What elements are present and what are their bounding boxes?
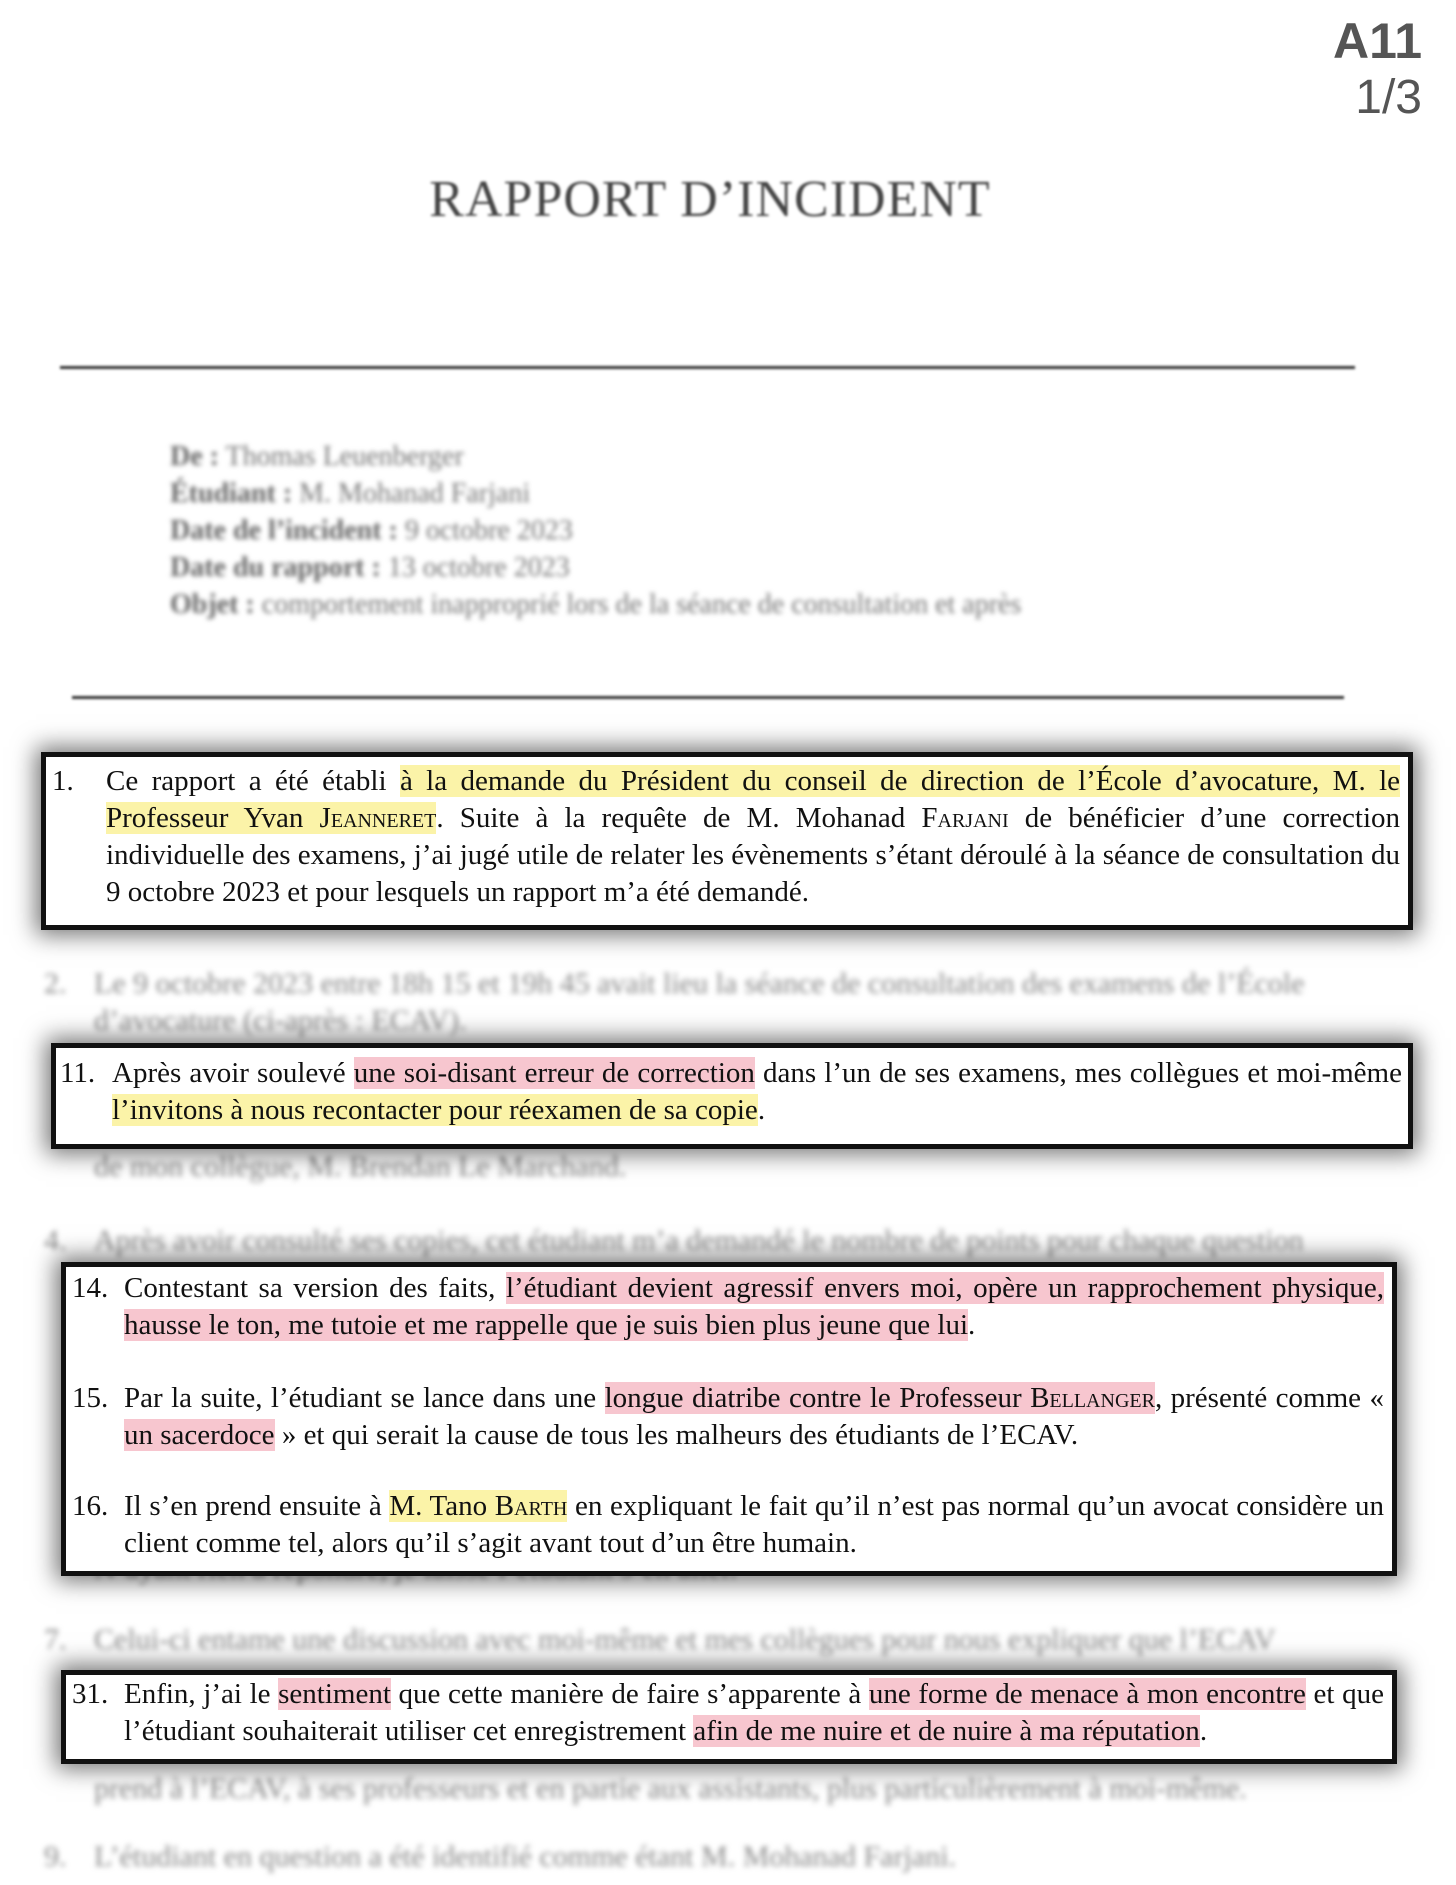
top-divider <box>60 366 1355 369</box>
p1-text-1: Ce rapport a été établi <box>106 765 400 797</box>
incident-date-row <box>170 512 1021 549</box>
bg-p9-line1: L’étudiant en question a été identifié comme étant M. Mohanad Farjani. <box>94 1840 956 1873</box>
p15-text-3: » et qui serait la cause de tous les malheurs des étudiants de l’ECAV. <box>274 1419 1079 1451</box>
document-title: RAPPORT D’INCIDENT <box>429 171 991 228</box>
bg-paragraph-2-line2: d’avocature (ci-après : ECAV). <box>94 1004 467 1037</box>
p31-text-4: . <box>1199 1715 1208 1747</box>
report-date-label: Date du rapport : <box>170 552 381 583</box>
p15-text-2: , présenté comme « <box>1154 1382 1384 1414</box>
exhibit-label: A11 <box>1333 13 1422 69</box>
incident-date-value: 9 octobre 2023 <box>404 515 573 546</box>
highlight-pink: l’étudiant devient agressif envers moi, opère un rapprochement physique, hausse le ton, me tutoie et me rappelle que je suis bien plus jeune que lui <box>124 1272 1384 1341</box>
from-label: De : <box>170 441 219 472</box>
paragraph-number: 11. <box>60 1057 96 1089</box>
p16-highlight-1: M. Tano <box>389 1490 495 1522</box>
p1-name: Farjani <box>921 802 1009 834</box>
bg-paragraph-3-tail: de mon collègue, M. Brendan Le Marchand. <box>94 1150 627 1183</box>
bg-p9-number: 9. <box>44 1840 67 1873</box>
paragraph-number: 31. <box>72 1678 109 1710</box>
subject-value: comportement inapproprié lors de la séance de consultation et après <box>261 589 1022 620</box>
highlight-pink: afin de me nuire et de nuire à ma réputation <box>693 1715 1200 1747</box>
p16-text-1: Il s’en prend ensuite à <box>124 1490 390 1522</box>
subject-label: Objet : <box>170 589 255 620</box>
student-label: Étudiant : <box>170 478 293 509</box>
bg-p4-number: 4. <box>44 1224 67 1257</box>
from-value: Thomas Leuenberger <box>225 441 464 472</box>
header-divider <box>72 696 1344 699</box>
report-date-value: 13 octobre 2023 <box>387 552 570 583</box>
highlight-pink: un sacerdoce <box>124 1419 275 1451</box>
paragraph-number: 1. <box>52 765 74 797</box>
highlight-yellow <box>389 1490 567 1522</box>
p16-text-2: en expliquant le fait qu’il n’est pas normal qu’un avocat considère un client comme tel, alors qu’il s’agit avant tout d’un être humain. <box>124 1490 1384 1559</box>
page-indicator: 1/3 <box>1355 71 1422 124</box>
p14-text-2: . <box>968 1309 976 1341</box>
paragraph-1 <box>52 763 1400 911</box>
bg-paragraph-4 <box>44 1224 1304 1258</box>
highlight-pink: sentiment <box>278 1678 391 1710</box>
incident-date-label: Date de l’incident : <box>170 515 398 546</box>
p14-text-1: Contestant sa version des faits, <box>124 1272 506 1304</box>
p15-highlight-1: longue diatribe contre le Professeur <box>604 1382 1031 1414</box>
highlight-pink: une soi-disant erreur de correction <box>353 1057 755 1089</box>
bg-paragraph-7 <box>44 1623 1276 1657</box>
p1-highlight-1: à la demande du Président du conseil de direction de l’École d’avocature, M. le Professeur Yvan <box>106 765 1400 834</box>
paragraph-16 <box>72 1488 1384 1562</box>
p31-text-1: Enfin, j’ai le <box>124 1678 279 1710</box>
bg-p2-line1: Le 9 octobre 2023 entre 18h 15 et 19h 45 avait lieu la séance de consultation des examens de l’École <box>94 967 1305 1000</box>
paragraph-number: 14. <box>72 1272 109 1304</box>
bg-p7-number: 7. <box>44 1623 67 1656</box>
bg-p4-line1: Après avoir consulté ses copies, cet étudiant m’a demandé le nombre de points pour chaque question <box>94 1224 1304 1257</box>
p16-highlight-name: Barth <box>494 1490 568 1522</box>
bg-paragraph-8-tail: prend à l’ECAV, à ses professeurs et en partie aux assistants, plus particulièrement à moi-même. <box>94 1772 1247 1805</box>
p1-text-3: de bénéficier d’une correction individuelle des examens, j’ai jugé utile de relater les évènements s’étant déroulé à la séance de consultation du 9 octobre 2023 et pour lesquels un rapport m’a été demandé. <box>106 802 1401 908</box>
p15-text-1: Par la suite, l’étudiant se lance dans une <box>124 1382 605 1414</box>
paragraph-14 <box>72 1270 1384 1344</box>
p11-text-3: . <box>757 1094 766 1126</box>
paragraph-11 <box>60 1055 1402 1129</box>
from-row <box>170 438 1021 475</box>
student-row <box>170 475 1021 512</box>
p15-highlight-name: Bellanger <box>1030 1382 1155 1414</box>
p11-text-2: dans l’un de ses examens, mes collègues et moi-même <box>754 1057 1402 1089</box>
p31-text-3: et que l’étudiant souhaiterait utiliser cet enregistrement <box>124 1678 1384 1747</box>
highlight-pink: une forme de menace à mon encontre <box>868 1678 1306 1710</box>
paragraph-number: 15. <box>72 1382 109 1414</box>
student-value: M. Mohanad Farjani <box>299 478 531 509</box>
p31-text-2: que cette manière de faire s’apparente à <box>390 1678 869 1710</box>
bg-paragraph-2 <box>44 967 1304 1001</box>
paragraph-31 <box>72 1676 1384 1750</box>
p1-highlight-name: Jeanneret <box>319 802 437 834</box>
p1-text-2: . Suite à la requête de M. Mohanad <box>436 802 922 834</box>
bg-paragraph-9 <box>44 1840 956 1874</box>
p11-text-1: Après avoir soulevé <box>112 1057 354 1089</box>
highlight-pink <box>605 1382 1155 1414</box>
subject-row <box>170 586 1021 623</box>
bg-p2-number: 2. <box>44 967 67 1000</box>
paragraph-15 <box>72 1380 1384 1454</box>
paragraph-number: 16. <box>72 1490 109 1522</box>
report-header <box>170 438 1021 623</box>
report-date-row <box>170 549 1021 586</box>
bg-p7-line1: Celui-ci entame une discussion avec moi-même et mes collègues pour nous expliquer que l’ECAV <box>94 1623 1276 1656</box>
highlight-yellow: l’invitons à nous recontacter pour réexamen de sa copie <box>112 1094 758 1126</box>
